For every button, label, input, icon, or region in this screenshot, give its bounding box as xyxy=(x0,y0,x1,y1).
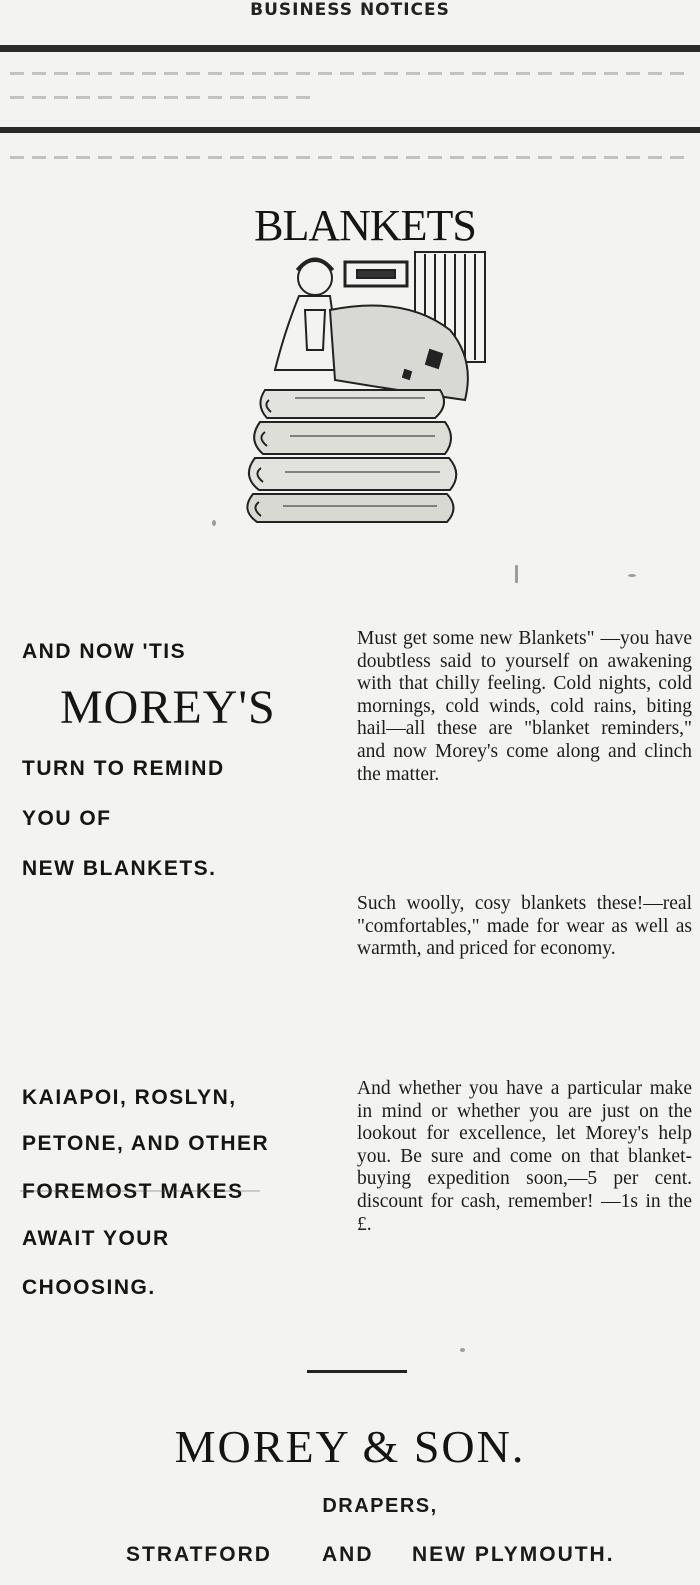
makes-line: KAIAPOI, ROSLYN, xyxy=(22,1086,237,1109)
body-paragraph-3 xyxy=(357,1078,692,1236)
print-speck xyxy=(20,1190,260,1192)
intro-line: AND NOW 'TIS xyxy=(22,640,187,663)
print-speck xyxy=(212,520,216,526)
section-header: BUSINESS NOTICES xyxy=(250,0,450,20)
paragraph-text: Such woolly, cosy blankets these!—real "comfortables," made for wear as well as warmth, and priced for economy. xyxy=(357,893,692,960)
new-blankets-line: NEW BLANKETS. xyxy=(22,857,217,880)
faint-line xyxy=(10,156,690,159)
paragraph-text: And whether you have a particular make in mind or whether you are just on the lookout for excellence, let Morey's help you. Be sure and come on that blanket-buying expedition soon,—5 per cent. discount for cash, remember! —1s in the £. xyxy=(357,1078,692,1235)
faint-line xyxy=(10,72,690,75)
top-rule xyxy=(0,45,700,52)
makes-line: AWAIT YOUR xyxy=(22,1227,170,1250)
trade-label: DRAPERS, xyxy=(322,1495,438,1517)
illustration-title: BLANKETS xyxy=(254,201,476,250)
body-paragraph-1 xyxy=(357,628,692,786)
town-new-plymouth: NEW PLYMOUTH. xyxy=(412,1543,615,1566)
print-speck xyxy=(460,1348,465,1352)
remind-line: TURN TO REMIND xyxy=(22,757,225,780)
second-rule xyxy=(0,127,700,133)
faint-line xyxy=(10,96,310,99)
town-and: AND xyxy=(322,1543,374,1566)
town-stratford: STRATFORD xyxy=(126,1543,272,1566)
woman-with-blankets-icon xyxy=(235,240,495,530)
you-of-line: YOU OF xyxy=(22,807,112,830)
makes-line: CHOOSING. xyxy=(22,1276,156,1299)
firm-name: MOREY & SON. xyxy=(174,1421,526,1472)
print-speck xyxy=(628,574,636,577)
brand-name: MOREY'S xyxy=(60,681,276,734)
body-paragraph-2 xyxy=(357,893,692,961)
makes-line: FOREMOST MAKES xyxy=(22,1180,244,1203)
makes-line: PETONE, AND OTHER xyxy=(22,1132,270,1155)
blankets-illustration xyxy=(235,200,495,530)
paragraph-text: Must get some new Blankets" —you have doubtless said to yourself on awakening with that chilly feeling. Cold nights, cold mornings, cold winds, cold rains, biting hail—all these are "blanket reminders," and now Morey's come along and clinch the matter. xyxy=(357,628,692,785)
footer-divider xyxy=(307,1370,407,1373)
print-speck xyxy=(515,565,518,583)
